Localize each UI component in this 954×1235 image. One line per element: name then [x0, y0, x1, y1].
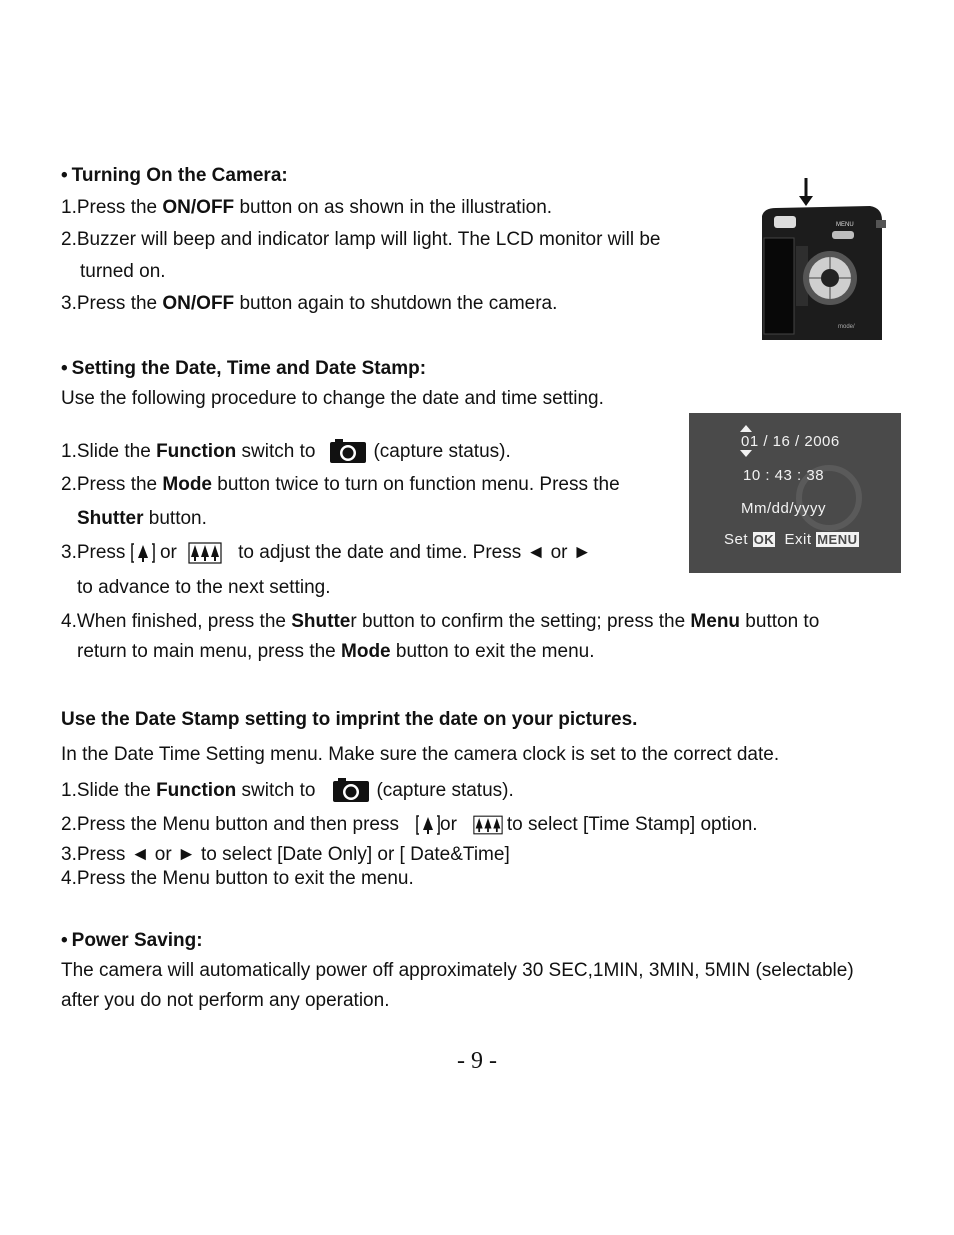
turning-on-step-1: 1.Press the ON/OFF button on as shown in the illustration.	[61, 197, 553, 218]
date-stamp-intro: In the Date Time Setting menu. Make sure the camera clock is set to the correct date.	[61, 744, 780, 765]
date-stamp-step-4: 4.Press the Menu button to exit the menu.	[61, 868, 414, 889]
turning-on-step-2-cont: turned on.	[80, 261, 166, 282]
date-time-step-3-cont: to advance to the next setting.	[77, 577, 331, 598]
single-tree-icon	[416, 814, 440, 836]
power-saving-line-1: The camera will automatically power off approximately 30 SEC,1MIN, 3MIN, 5MIN (selectable)	[61, 960, 854, 981]
lcd-date-time-screen	[689, 413, 901, 573]
date-stamp-step-1: 1.Slide the Function switch to (capture status).	[61, 777, 514, 803]
camera-capture-icon	[332, 777, 370, 803]
date-stamp-step-3: 3.Press ◄ or ► to select [Date Only] or [ Date&Time]	[61, 844, 510, 865]
turning-on-step-3: 3.Press the ON/OFF button again to shutdown the camera.	[61, 293, 558, 314]
page-number: - 9 -	[457, 1048, 497, 1074]
date-time-step-4-cont: return to main menu, press the Mode button to exit the menu.	[77, 641, 595, 662]
svg-text:mode/: mode/	[838, 324, 855, 330]
lcd-date: 01 / 16 / 2006	[741, 433, 840, 450]
lcd-footer: Set OK Exit MENU	[724, 531, 858, 548]
date-stamp-step-2: 2.Press the Menu button and then press or to select [Time Stamp] option.	[61, 814, 758, 835]
multi-tree-icon	[473, 814, 503, 836]
section-heading-date-time: • Setting the Date, Time and Date Stamp:	[61, 358, 427, 379]
lcd-format: Mm/dd/yyyy	[741, 500, 827, 517]
menu-key-label: MENU	[817, 532, 858, 547]
camera-capture-icon	[329, 438, 367, 464]
date-time-step-2-cont: Shutter button.	[77, 508, 207, 529]
watermark-shape	[794, 443, 864, 543]
svg-text:MENU: MENU	[836, 222, 854, 228]
section-heading-power-saving: • Power Saving:	[61, 930, 203, 951]
turning-on-step-2: 2.Buzzer will beep and indicator lamp will light. The LCD monitor will be	[61, 229, 661, 250]
multi-tree-icon	[188, 542, 222, 564]
date-time-step-3: 3.Press or to adjust the date and time. Press ◄ or ►	[61, 542, 592, 563]
camera-top-illustration	[760, 176, 890, 340]
section-heading-turning-on: • Turning On the Camera:	[61, 165, 288, 186]
section-heading-date-stamp: Use the Date Stamp setting to imprint the date on your pictures.	[61, 709, 638, 730]
date-time-intro: Use the following procedure to change the date and time setting.	[61, 388, 604, 409]
power-saving-line-2: after you do not perform any operation.	[61, 990, 390, 1011]
single-tree-icon	[131, 542, 155, 564]
date-time-step-2: 2.Press the Mode button twice to turn on function menu. Press the	[61, 474, 620, 495]
lcd-time: 10 : 43 : 38	[743, 467, 825, 484]
ok-key-label: OK	[753, 532, 775, 547]
date-time-step-4: 4.When finished, press the Shutter button to confirm the setting; press the Menu button to	[61, 611, 820, 632]
date-time-step-1: 1.Slide the Function switch to (capture status).	[61, 438, 511, 464]
